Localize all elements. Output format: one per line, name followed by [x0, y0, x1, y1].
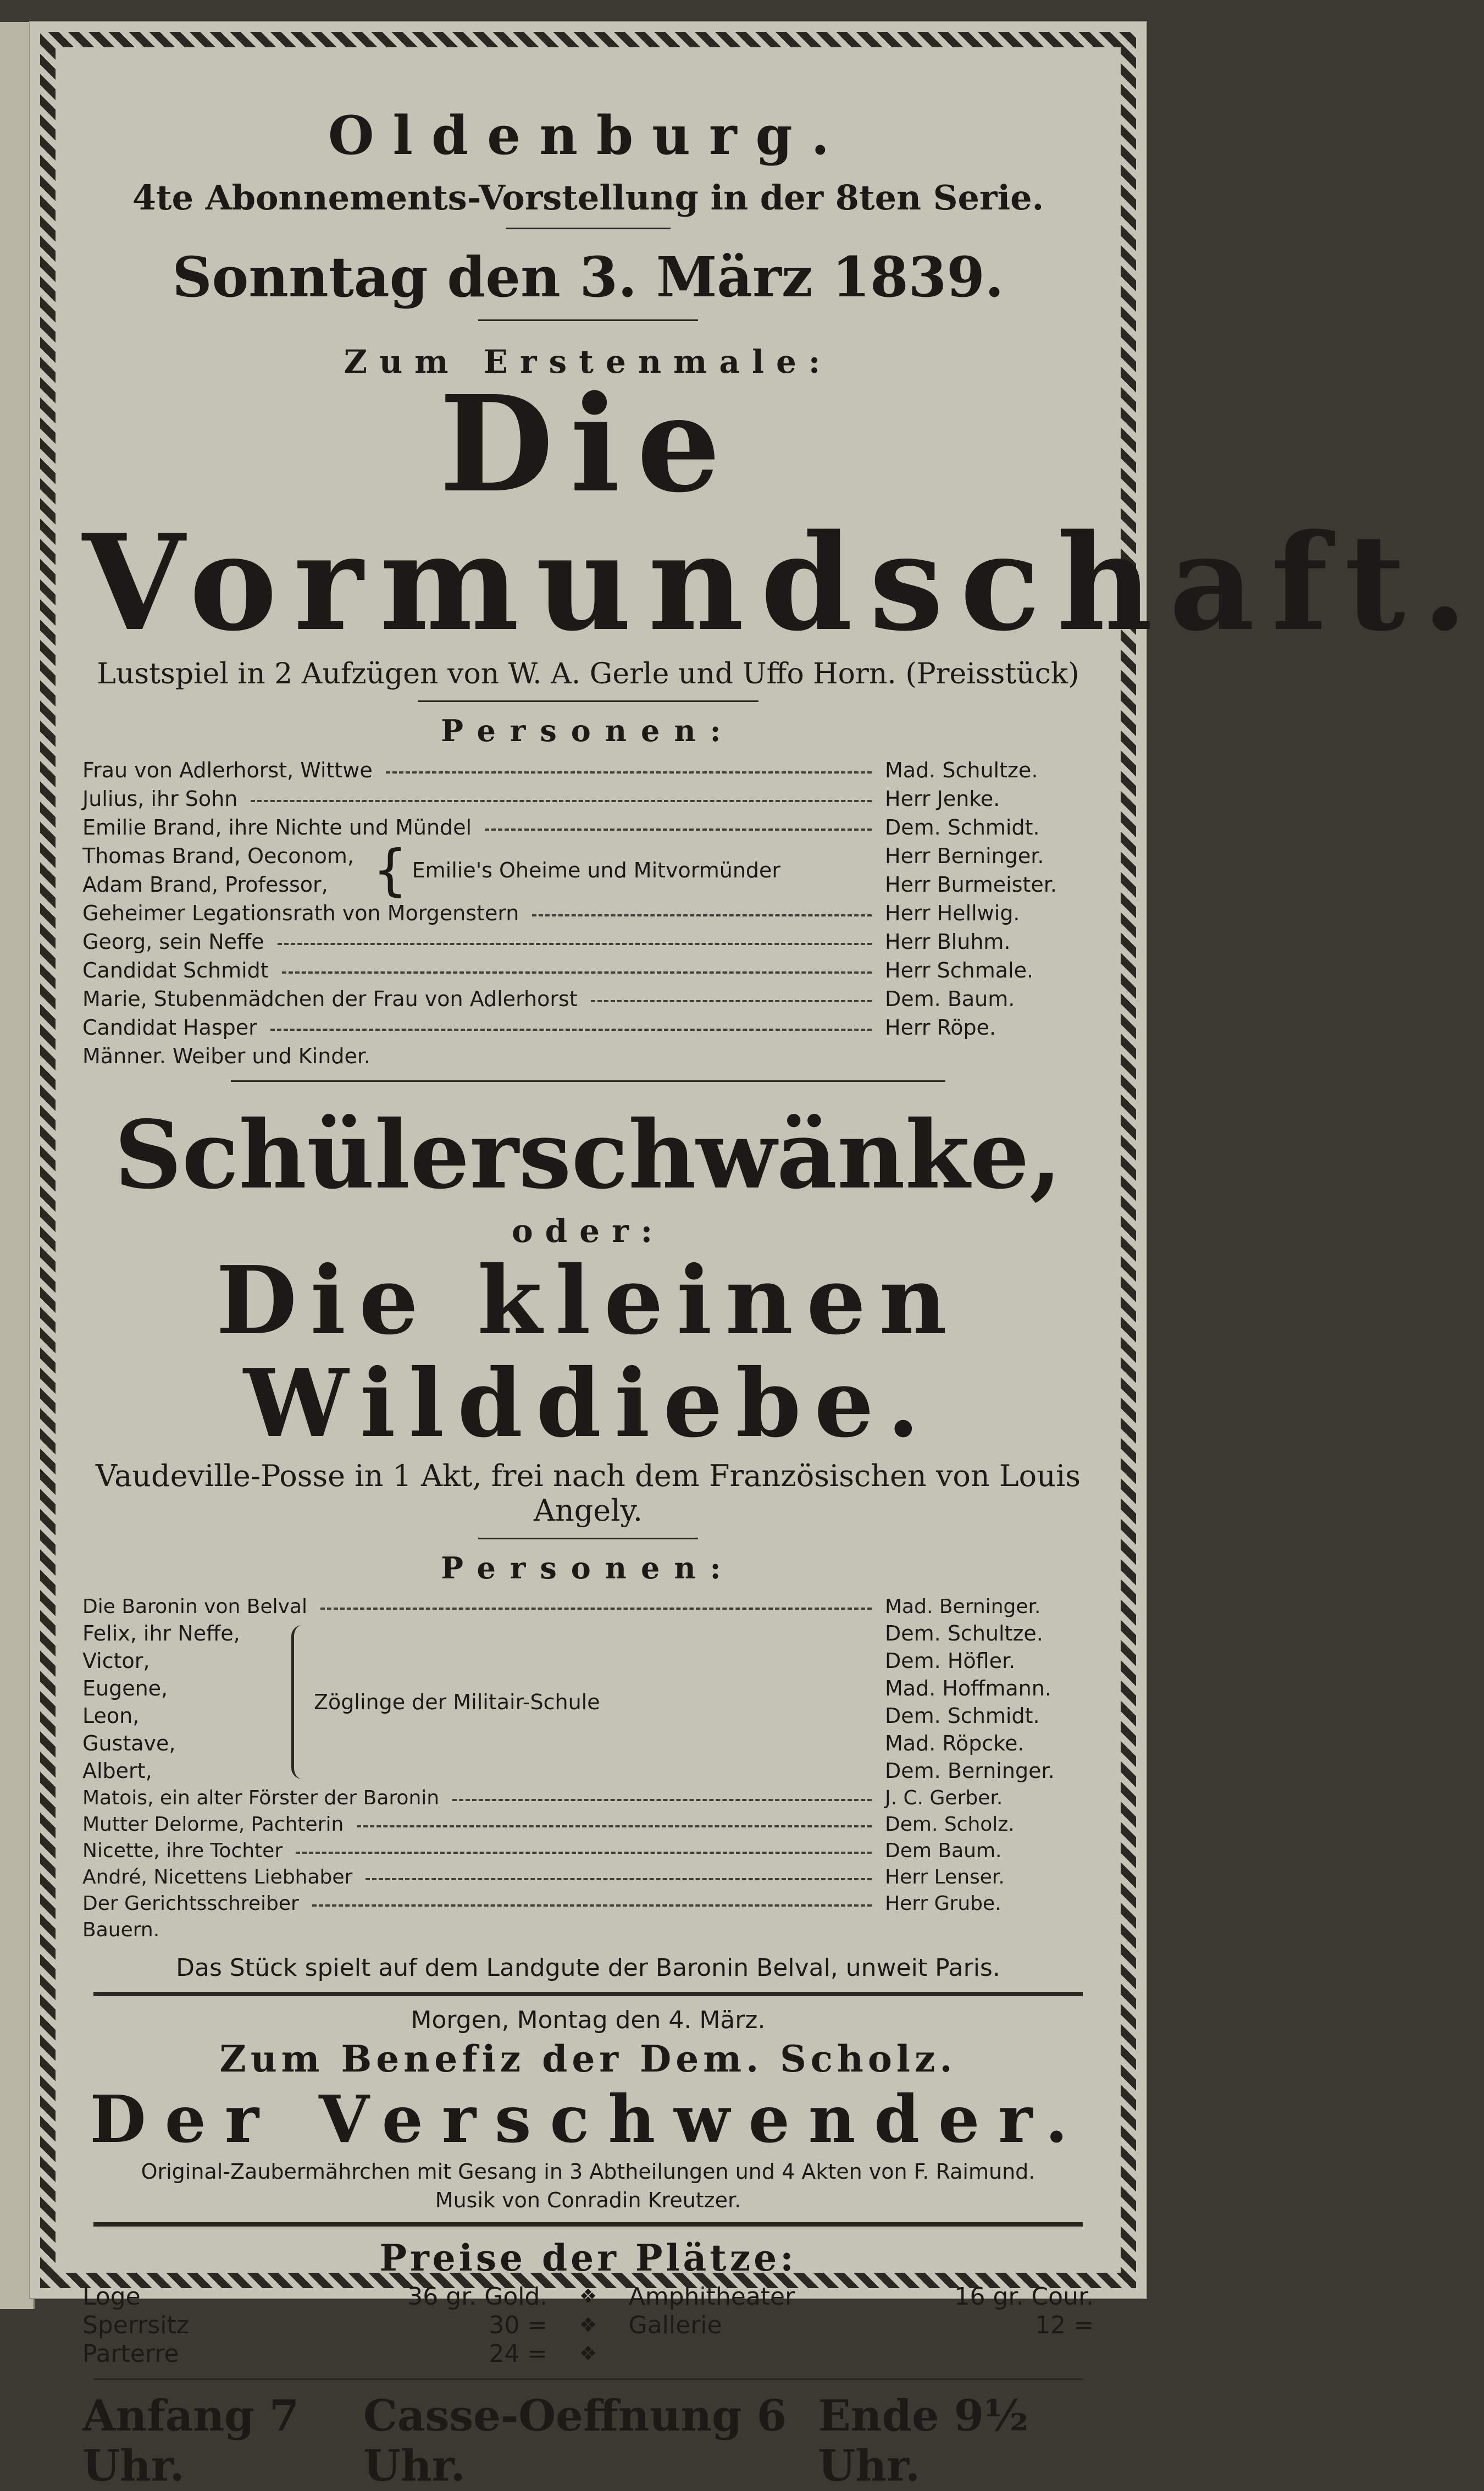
price-column-left: [82, 2283, 547, 2368]
role: Georg, sein Neffe: [82, 930, 264, 954]
cast-row: [82, 927, 1094, 956]
actor: Dem. Schmidt.: [885, 1704, 1040, 1728]
dash-leader: [485, 829, 872, 831]
play2-subtitle: Vaudeville-Posse in 1 Akt, frei nach dem Französischen von Louis Angely.: [96, 1459, 1081, 1528]
extras-row: [82, 1042, 1094, 1070]
divider: [478, 319, 698, 321]
actor: Dem. Berninger.: [885, 1759, 1055, 1783]
actor: Herr Bluhm.: [885, 930, 1011, 954]
seat-name: Sperrsitz: [82, 2311, 189, 2339]
cast-bracket-group: [82, 838, 1094, 902]
dash-leader: [320, 1608, 872, 1610]
brace-icon: {: [373, 838, 408, 902]
dash-leader: [278, 943, 872, 945]
cast-row: [82, 985, 1094, 1013]
role: Eugene,: [82, 1676, 168, 1700]
role: Geheimer Legationsrath von Morgenstern: [82, 901, 519, 925]
role: Gustave,: [82, 1731, 176, 1755]
seat-name: Parterre: [82, 2339, 179, 2368]
divider: [93, 2378, 1083, 2380]
role: Marie, Stubenmädchen der Frau von Adlerhorst: [82, 987, 578, 1011]
thick-divider: [93, 2222, 1083, 2227]
dash-leader: [386, 771, 872, 774]
price-row: [82, 2311, 547, 2340]
divider: [506, 228, 671, 229]
extras: Bauern.: [82, 1918, 160, 1941]
dash-leader: [532, 914, 872, 916]
group-note: Zöglinge der Militair-Schule: [314, 1690, 600, 1714]
next-date: Morgen, Montag den 4. März.: [411, 2006, 766, 2034]
play2-oder: oder:: [511, 1212, 665, 1250]
times-row: [82, 2391, 1094, 2491]
doors-time: Casse-Oeffnung 6 Uhr.: [363, 2390, 787, 2491]
dash-leader: [591, 1000, 872, 1002]
role: Matois, ein alter Förster der Baronin: [82, 1786, 440, 1809]
play1-cast: [82, 756, 1094, 1070]
prices-heading: Preise der Plätze:: [379, 2236, 797, 2279]
seat-price: 16 gr. Cour.: [954, 2282, 1094, 2311]
play1-title: Die Vormundschaft.: [82, 367, 1484, 660]
role: Frau von Adlerhorst, Wittwe: [82, 758, 373, 782]
actor: Herr Jenke.: [885, 787, 1000, 811]
thick-divider: [93, 1992, 1083, 1996]
role: Mutter Delorme, Pachterin: [82, 1813, 344, 1836]
dash-leader: [366, 1878, 872, 1880]
cast-row: [82, 1864, 1094, 1890]
price-row: [629, 2283, 1094, 2311]
price-row: [82, 2283, 547, 2311]
group-note: Emilie's Oheime und Mitvormünder: [412, 858, 781, 882]
play2-subtitle-title: Die kleinen Wilddiebe.: [216, 1246, 960, 1459]
seat-name: Loge: [82, 2282, 141, 2311]
role: Albert,: [82, 1759, 152, 1783]
dash-leader: [312, 1904, 872, 1907]
actor: J. C. Gerber.: [885, 1786, 1003, 1809]
play2-personen-label: Personen:: [441, 1550, 735, 1586]
cast-row: [82, 813, 1094, 842]
cast-row: [82, 1013, 1094, 1042]
next-benefiz: Zum Benefiz der Dem. Scholz.: [219, 2037, 957, 2080]
role: Felix, ihr Neffe,: [82, 1621, 240, 1645]
actor: Herr Berninger.: [885, 844, 1044, 868]
actor: Mad. Berninger.: [885, 1595, 1041, 1618]
next-description: Original-Zaubermährchen mit Gesang in 3 Abtheilungen und 4 Akten von F. Raimund.: [141, 2159, 1036, 2184]
actor: Dem. Schultze.: [885, 1621, 1043, 1645]
actor: Herr Hellwig.: [885, 901, 1020, 925]
role: Thomas Brand, Oeconom,: [82, 844, 354, 868]
seat-name: Amphitheater: [628, 2282, 795, 2311]
cast-row: [82, 1593, 1094, 1620]
actor: Herr Burmeister.: [885, 872, 1057, 897]
actor: Mad. Schultze.: [885, 758, 1038, 782]
actor: Dem. Schmidt.: [885, 815, 1040, 839]
role: Nicette, ihre Tochter: [82, 1839, 283, 1862]
price-row: [629, 2311, 1094, 2340]
play1-subtitle: Lustspiel in 2 Aufzügen von W. A. Gerle und Uffo Horn. (Preisstück): [97, 658, 1079, 691]
extras: Männer. Weiber und Kinder.: [82, 1044, 371, 1068]
cast-row: [82, 785, 1094, 813]
dash-leader: [452, 1799, 872, 1801]
role: Der Gerichtsschreiber: [82, 1892, 299, 1915]
price-row: [82, 2340, 547, 2368]
actor: Herr Schmale.: [885, 958, 1034, 982]
subscription-line: 4te Abonnements-Vorstellung in der 8ten Serie.: [132, 178, 1044, 218]
adjacent-page-edge: [0, 22, 35, 2309]
seat-price: 30 =: [489, 2311, 548, 2339]
first-time-label: Zum Erstenmale:: [344, 343, 833, 380]
next-music: Musik von Conradin Kreutzer.: [435, 2188, 741, 2212]
cast-row: [82, 1890, 1094, 1916]
dash-leader: [357, 1825, 872, 1827]
extras-row: [82, 1916, 1094, 1943]
play2-title: Schülerschwänke,: [114, 1100, 1062, 1210]
play1-personen-label: Personen:: [441, 713, 735, 748]
dash-leader: [296, 1852, 872, 1854]
role: Die Baronin von Belval: [82, 1595, 307, 1618]
actor: Herr Grube.: [885, 1892, 1001, 1915]
actor: Dem. Scholz.: [885, 1813, 1015, 1836]
playbill-content: [82, 82, 1484, 2491]
end-time: Ende 9½ Uhr.: [818, 2390, 1029, 2491]
performance-date: Sonntag den 3. März 1839.: [172, 245, 1004, 310]
role: Emilie Brand, ihre Nichte und Mündel: [82, 815, 472, 839]
playbill-sheet: [30, 22, 1484, 2491]
seat-price: 24 =: [489, 2339, 548, 2368]
city-heading: Oldenburg.: [328, 104, 849, 167]
price-column-right: [629, 2283, 1094, 2368]
role: Candidat Schmidt: [82, 958, 269, 982]
divider: [418, 700, 758, 702]
seat-name: Gallerie: [628, 2311, 722, 2339]
role: Candidat Hasper: [82, 1015, 257, 1040]
role: André, Nicettens Liebhaber: [82, 1865, 353, 1888]
actor: Dem. Baum.: [885, 987, 1015, 1011]
role: Leon,: [82, 1704, 140, 1728]
price-table: [82, 2283, 1094, 2368]
cast-row: [82, 899, 1094, 927]
actor: Mad. Hoffmann.: [885, 1676, 1051, 1700]
actor: Dem Baum.: [885, 1839, 1002, 1862]
ornament-divider-icon: ❖ ❖ ❖: [579, 2285, 597, 2365]
actor: Mad. Röpcke.: [885, 1731, 1025, 1755]
role: Adam Brand, Professor,: [82, 872, 328, 897]
divider: [231, 1080, 945, 1082]
seat-price: 36 gr. Gold.: [407, 2282, 548, 2311]
play2-setting: Das Stück spielt auf dem Landgute der Baronin Belval, unweit Paris.: [176, 1954, 1000, 1982]
actor: Herr Röpe.: [885, 1015, 996, 1040]
cast-row: [82, 1837, 1094, 1864]
actor: Herr Lenser.: [885, 1865, 1005, 1888]
actor: Dem. Höfler.: [885, 1649, 1016, 1673]
dash-leader: [251, 800, 872, 802]
play2-cast: [82, 1593, 1094, 1943]
cast-row: [82, 1785, 1094, 1811]
role: Julius, ihr Sohn: [82, 787, 238, 811]
seat-price: 12 =: [1035, 2311, 1094, 2339]
next-title: Der Verschwender.: [90, 2081, 1087, 2157]
dash-leader: [270, 1029, 872, 1031]
start-time: Anfang 7 Uhr.: [82, 2390, 299, 2491]
dash-leader: [282, 971, 872, 974]
cast-row: [82, 1811, 1094, 1837]
bracket-icon: [291, 1625, 305, 1779]
cast-bracket-group: [82, 1620, 1094, 1785]
role: Victor,: [82, 1649, 150, 1673]
cast-row: [82, 756, 1094, 785]
divider: [478, 1538, 698, 1539]
cast-row: [82, 956, 1094, 985]
